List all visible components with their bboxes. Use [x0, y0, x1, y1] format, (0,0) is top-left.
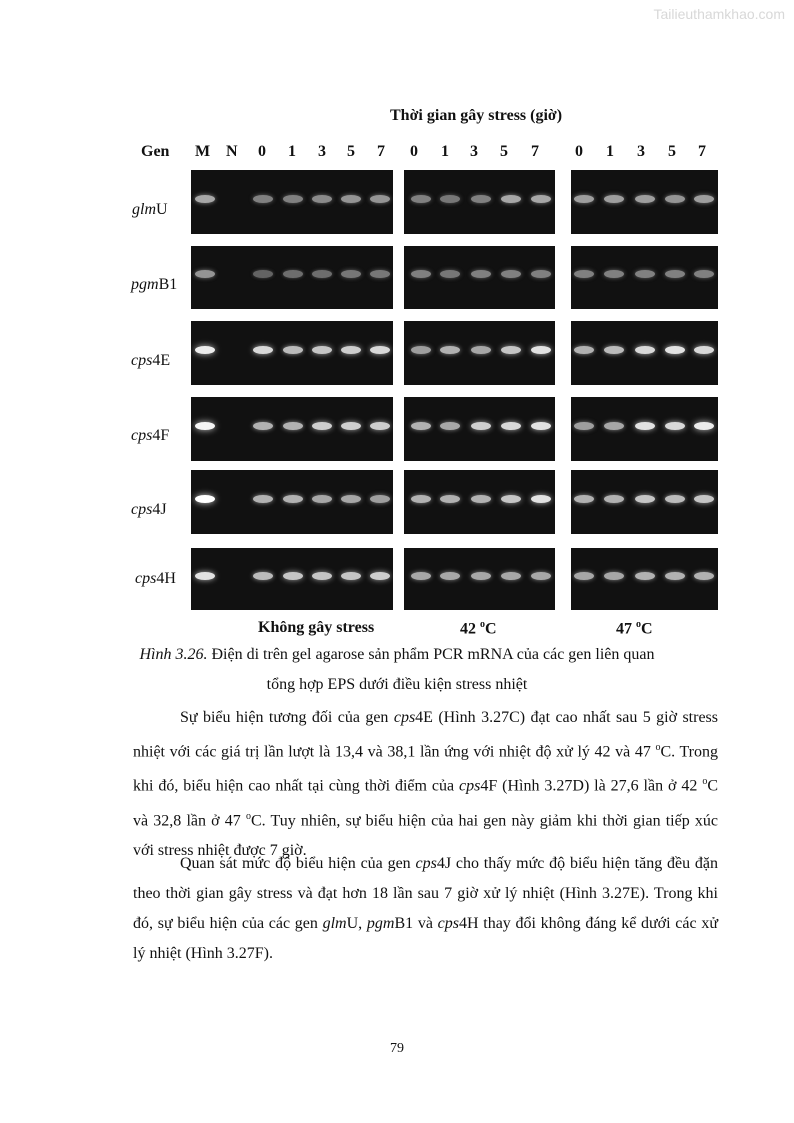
- time-header-42-0: 0: [410, 143, 418, 160]
- band-control-pgmB1-lane-6: [370, 270, 390, 278]
- band-control-cps4J-lane-3: [283, 495, 303, 503]
- band-t47-cps4H-lane-0: [574, 572, 594, 580]
- band-t47-cps4J-lane-3: [665, 495, 685, 503]
- gel-panel-t47-cps4F: [571, 397, 718, 461]
- band-control-cps4E-lane-3: [283, 346, 303, 354]
- time-header-47-5: 5: [668, 143, 676, 160]
- band-control-cps4H-lane-4: [312, 572, 332, 580]
- time-header-control-0: 0: [258, 143, 266, 160]
- gel-panel-control-cps4J: [191, 470, 393, 534]
- band-t42-glmU-lane-3: [501, 195, 521, 203]
- band-control-cps4J-lane-6: [370, 495, 390, 503]
- band-t47-cps4E-lane-4: [694, 346, 714, 354]
- band-control-cps4E-lane-0: [195, 346, 215, 354]
- band-t47-glmU-lane-0: [574, 195, 594, 203]
- band-control-glmU-lane-5: [341, 195, 361, 203]
- time-header-control-1: 1: [288, 143, 296, 160]
- gel-panel-t42-pgmB1: [404, 246, 555, 309]
- band-control-cps4H-lane-0: [195, 572, 215, 580]
- paragraph-1: Sự biểu hiện tương đối của gen cps4E (Hình 3.27C) đạt cao nhất sau 5 giờ stress nhiệt với các giá trị lần lượt là 13,4 và 38,1 lần ứng với nhiệt độ xử lý 42 và 47 $^o$C. Trong khi đó, biểu hiện cao nhất tại cùng thời điểm của cps4F (Hình 3.27D) là 27,6 lần ở 42 $^o$C và 32,8 lần ở 47 $^o$C. Tuy nhiên, sự biểu hiện của hai gen này giảm khi thời gian tiếp xúc với stress nhiệt được 7 giờ.: [133, 709, 719, 859]
- band-t42-pgmB1-lane-1: [440, 270, 460, 278]
- band-control-pgmB1-lane-5: [341, 270, 361, 278]
- gene-label-cps4E: cps4E: [131, 352, 171, 369]
- gene-label-cps4J: cps4J: [131, 501, 167, 518]
- band-control-cps4E-lane-5: [341, 346, 361, 354]
- time-header-47-3: 3: [637, 143, 645, 160]
- gene-column-header: Gen: [141, 143, 170, 160]
- watermark: Tailieuthamkhao.com: [653, 6, 785, 22]
- band-control-glmU-lane-6: [370, 195, 390, 203]
- band-t47-cps4J-lane-4: [694, 495, 714, 503]
- band-t42-cps4E-lane-0: [411, 346, 431, 354]
- band-control-glmU-lane-3: [283, 195, 303, 203]
- band-t47-glmU-lane-4: [694, 195, 714, 203]
- time-header-47-1: 1: [606, 143, 614, 160]
- band-control-pgmB1-lane-0: [195, 270, 215, 278]
- band-control-glmU-lane-2: [253, 195, 273, 203]
- gel-panel-t42-cps4E: [404, 321, 555, 385]
- band-t42-cps4J-lane-3: [501, 495, 521, 503]
- paragraph-2: Quan sát mức độ biểu hiện của gen cps4J cho thấy mức độ biểu hiện tăng đều đặn theo thời gian gây stress và đạt hơn 18 lần sau 7 giờ xử lý nhiệt (Hình 3.27E). Trong khi đó, sự biểu hiện của các gen glmU, pgmB1 và cps4H thay đổi không đáng kể dưới các xử lý nhiệt (Hình 3.27F).: [133, 855, 719, 962]
- band-t42-pgmB1-lane-0: [411, 270, 431, 278]
- time-header-42-3: 3: [470, 143, 478, 160]
- band-t47-glmU-lane-3: [665, 195, 685, 203]
- band-t47-glmU-lane-1: [604, 195, 624, 203]
- band-t47-cps4E-lane-1: [604, 346, 624, 354]
- gel-panel-t47-cps4H: [571, 548, 718, 610]
- figure-caption-label: Hình 3.26.: [139, 646, 208, 663]
- band-control-cps4J-lane-4: [312, 495, 332, 503]
- band-t47-cps4H-lane-1: [604, 572, 624, 580]
- gel-panel-t42-cps4H: [404, 548, 555, 610]
- band-t42-cps4H-lane-2: [471, 572, 491, 580]
- gel-panel-t42-glmU: [404, 170, 555, 234]
- band-t47-cps4H-lane-3: [665, 572, 685, 580]
- band-control-glmU-lane-0: [195, 195, 215, 203]
- band-t42-cps4H-lane-0: [411, 572, 431, 580]
- condition-label-control: Không gây stress: [258, 619, 375, 636]
- band-control-cps4E-lane-4: [312, 346, 332, 354]
- band-t42-cps4F-lane-2: [471, 422, 491, 430]
- band-control-cps4F-lane-2: [253, 422, 273, 430]
- band-control-cps4H-lane-5: [341, 572, 361, 580]
- band-t42-pgmB1-lane-2: [471, 270, 491, 278]
- gel-panel-t47-cps4E: [571, 321, 718, 385]
- time-header-control-5: 5: [347, 143, 355, 160]
- band-t47-cps4E-lane-0: [574, 346, 594, 354]
- figure-caption-line-2: tổng hợp EPS dưới điều kiện stress nhiệt: [266, 676, 528, 693]
- band-control-cps4F-lane-5: [341, 422, 361, 430]
- band-t42-cps4E-lane-4: [531, 346, 551, 354]
- gel-panel-control-pgmB1: [191, 246, 393, 309]
- band-t42-cps4F-lane-1: [440, 422, 460, 430]
- gel-panel-t47-glmU: [571, 170, 718, 234]
- time-header-47-7: 7: [698, 143, 706, 160]
- band-t42-pgmB1-lane-4: [531, 270, 551, 278]
- time-header-47-0: 0: [575, 143, 583, 160]
- band-control-pgmB1-lane-3: [283, 270, 303, 278]
- condition-label-42C: 42 $^o$C: [460, 619, 497, 638]
- band-t47-cps4F-lane-0: [574, 422, 594, 430]
- band-control-cps4H-lane-3: [283, 572, 303, 580]
- band-control-cps4F-lane-4: [312, 422, 332, 430]
- gel-panel-t42-cps4J: [404, 470, 555, 534]
- gel-panel-t47-cps4J: [571, 470, 718, 534]
- marker-lane-header: M: [195, 143, 211, 160]
- band-t42-cps4J-lane-2: [471, 495, 491, 503]
- gel-panel-control-cps4F: [191, 397, 393, 461]
- gene-label-cps4H: cps4H: [135, 570, 176, 587]
- time-header-42-7: 7: [531, 143, 539, 160]
- band-control-cps4H-lane-2: [253, 572, 273, 580]
- band-t47-pgmB1-lane-3: [665, 270, 685, 278]
- negative-lane-header: N: [226, 143, 238, 160]
- band-control-cps4H-lane-6: [370, 572, 390, 580]
- band-t42-cps4J-lane-0: [411, 495, 431, 503]
- time-header-42-5: 5: [500, 143, 508, 160]
- band-t42-cps4F-lane-3: [501, 422, 521, 430]
- band-t47-cps4H-lane-2: [635, 572, 655, 580]
- band-t42-glmU-lane-2: [471, 195, 491, 203]
- gel-panel-control-glmU: [191, 170, 393, 234]
- time-header-control-7: 7: [377, 143, 385, 160]
- band-t47-pgmB1-lane-0: [574, 270, 594, 278]
- band-t47-cps4E-lane-2: [635, 346, 655, 354]
- band-t47-cps4J-lane-0: [574, 495, 594, 503]
- band-t42-cps4E-lane-1: [440, 346, 460, 354]
- band-t42-cps4F-lane-0: [411, 422, 431, 430]
- band-t47-glmU-lane-2: [635, 195, 655, 203]
- band-control-cps4F-lane-6: [370, 422, 390, 430]
- band-t42-glmU-lane-1: [440, 195, 460, 203]
- band-t47-cps4F-lane-2: [635, 422, 655, 430]
- band-control-cps4F-lane-0: [195, 422, 215, 430]
- band-t42-cps4F-lane-4: [531, 422, 551, 430]
- gel-panel-control-cps4H: [191, 548, 393, 610]
- band-control-cps4J-lane-2: [253, 495, 273, 503]
- band-control-cps4E-lane-2: [253, 346, 273, 354]
- band-t42-pgmB1-lane-3: [501, 270, 521, 278]
- page-number: 79: [390, 1041, 404, 1056]
- band-t42-cps4J-lane-4: [531, 495, 551, 503]
- band-t42-glmU-lane-4: [531, 195, 551, 203]
- band-t42-cps4H-lane-3: [501, 572, 521, 580]
- band-t42-cps4H-lane-1: [440, 572, 460, 580]
- band-control-pgmB1-lane-4: [312, 270, 332, 278]
- gel-panel-t42-cps4F: [404, 397, 555, 461]
- band-t42-glmU-lane-0: [411, 195, 431, 203]
- band-t47-cps4F-lane-3: [665, 422, 685, 430]
- time-header-42-1: 1: [441, 143, 449, 160]
- figure-title: Thời gian gây stress (giờ): [390, 107, 563, 124]
- band-control-pgmB1-lane-2: [253, 270, 273, 278]
- band-control-cps4J-lane-5: [341, 495, 361, 503]
- figure-caption-line-1: Hình 3.26. Điện di trên gel agarose sản phẩm PCR mRNA của các gen liên quan: [139, 646, 655, 663]
- band-control-glmU-lane-4: [312, 195, 332, 203]
- condition-label-47C: 47 $^o$C: [616, 619, 653, 638]
- band-t47-cps4J-lane-1: [604, 495, 624, 503]
- gene-label-glmU: glmU: [132, 201, 168, 218]
- band-t47-cps4H-lane-4: [694, 572, 714, 580]
- band-control-cps4E-lane-6: [370, 346, 390, 354]
- time-header-control-3: 3: [318, 143, 326, 160]
- band-t42-cps4J-lane-1: [440, 495, 460, 503]
- band-t42-cps4H-lane-4: [531, 572, 551, 580]
- band-t47-pgmB1-lane-1: [604, 270, 624, 278]
- gene-label-pgmB1: pgmB1: [131, 276, 178, 293]
- band-control-cps4F-lane-3: [283, 422, 303, 430]
- band-t47-cps4E-lane-3: [665, 346, 685, 354]
- gel-panel-control-cps4E: [191, 321, 393, 385]
- band-t47-cps4F-lane-4: [694, 422, 714, 430]
- band-control-cps4J-lane-0: [195, 495, 215, 503]
- band-t47-cps4J-lane-2: [635, 495, 655, 503]
- band-t47-pgmB1-lane-4: [694, 270, 714, 278]
- band-t47-cps4F-lane-1: [604, 422, 624, 430]
- band-t47-pgmB1-lane-2: [635, 270, 655, 278]
- gene-label-cps4F: cps4F: [131, 427, 170, 444]
- band-t42-cps4E-lane-2: [471, 346, 491, 354]
- band-t42-cps4E-lane-3: [501, 346, 521, 354]
- gel-panel-t47-pgmB1: [571, 246, 718, 309]
